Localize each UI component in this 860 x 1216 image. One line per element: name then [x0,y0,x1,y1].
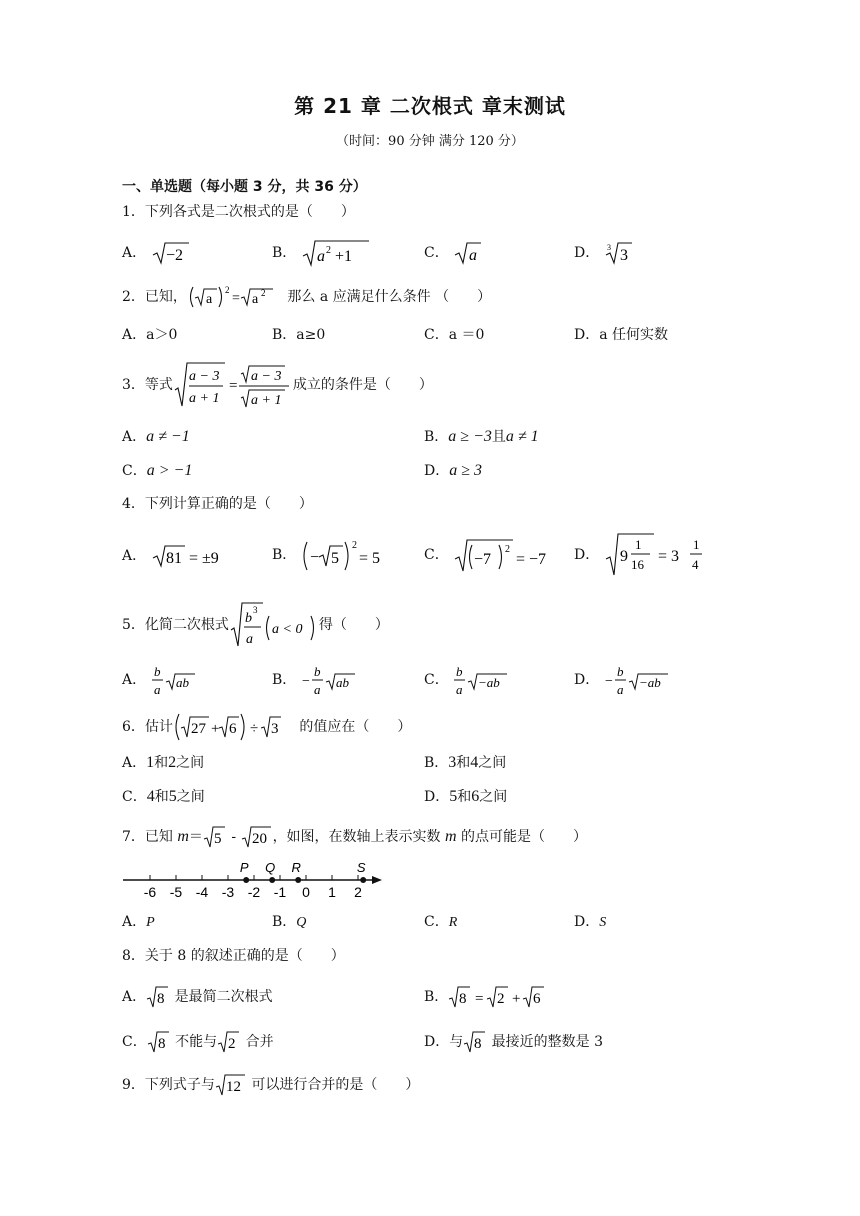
option-label: B． [424,989,449,1005]
svg-text:3: 3 [606,243,611,252]
svg-text:a + 1: a + 1 [250,393,282,408]
sqrt-8 [147,1029,171,1055]
option-label: A． [122,914,147,930]
number-line-tick-label: -6 [143,884,157,900]
q6-b-end: 之间 [478,755,507,771]
number-line-point-Q [269,877,275,883]
q1-option-b[interactable] [272,238,371,268]
q3-option-d[interactable] [424,461,482,481]
svg-text:1: 1 [634,537,642,552]
exam-info: （时间：90 分钟 满分 120 分） [336,134,524,149]
option-label: D． [574,547,600,563]
svg-text:−: − [309,549,319,566]
svg-text:a: a [205,292,213,307]
svg-text:6: 6 [533,991,541,1007]
q6-formula [173,712,295,742]
q3-prefix: 3．等式 [122,377,173,393]
svg-text:a + 1: a + 1 [188,391,220,406]
q2-option-d[interactable]: D．a 任何实数 [574,327,669,343]
svg-text:= ±9: = ±9 [188,550,219,567]
sqrt-5 [203,824,227,850]
q4-option-b[interactable] [272,538,389,572]
q6-c-n1: 4 [146,788,155,805]
q6-option-a[interactable] [122,753,204,773]
q5-option-d[interactable] [574,662,684,698]
svg-text:ab: ab [335,675,349,690]
q4-b-math [301,538,389,572]
option-label: C． [122,463,147,479]
option-label: A． [122,989,147,1005]
number-line-tick-label: -3 [221,884,235,900]
svg-text:+: + [512,991,521,1007]
q6-a-end: 之间 [176,755,205,771]
q1-option-a[interactable] [122,240,191,266]
q4-d-math [604,531,714,579]
svg-text:12: 12 [225,1079,241,1095]
svg-text:b: b [244,611,252,626]
q5-c-math [453,662,523,698]
sqrt-neg2 [151,240,191,266]
q2-option-c[interactable]: C．a ＝0 [424,327,485,343]
q5-option-c[interactable] [424,662,523,698]
q8-option-a[interactable] [122,984,273,1010]
svg-text:a: a [316,248,325,265]
question-6-stem [122,712,411,742]
svg-text:−: − [301,674,310,689]
q8-b-math [448,984,552,1010]
q5-d-math [604,662,684,698]
sqrt-2 [217,1029,241,1055]
q6-b-t: 和 [456,755,471,771]
svg-text:−2: −2 [165,247,183,264]
q6-c-n2: 5 [168,788,177,805]
svg-text:2: 2 [497,991,505,1007]
svg-text:3: 3 [270,721,279,737]
q5-a-math [151,662,211,698]
number-line-point-label: R [291,860,301,875]
q3-option-b[interactable] [424,427,539,447]
option-label: A． [122,672,147,688]
svg-text:20: 20 [251,831,267,847]
section-heading: 一、单选题（每小题 3 分，共 36 分） [122,179,367,195]
q1-option-d[interactable] [574,240,634,266]
q2-suffix: 那么 a 应满足什么条件 （ ） [282,289,492,305]
option-label: D．与 [424,1034,464,1050]
svg-text:a − 3: a − 3 [188,369,220,384]
svg-text:a < 0: a < 0 [271,622,303,637]
svg-text:2: 2 [228,1036,236,1052]
q7-option-c[interactable] [424,912,457,933]
svg-text:3: 3 [619,247,628,264]
q7-b-value: Q [296,915,307,930]
svg-text:9: 9 [619,548,628,565]
number-line-tick-label: -5 [169,884,183,900]
number-line-point-R [295,877,301,883]
q3-option-c[interactable] [122,461,192,481]
number-line-tick-label: -4 [195,884,209,900]
svg-text:8: 8 [474,1036,482,1052]
svg-text:+: + [210,721,220,737]
q6-d-end: 之间 [479,789,508,805]
q6-prefix: 6．估计 [122,719,173,735]
option-label: C． [424,672,449,688]
svg-text:2: 2 [224,285,230,295]
sqrt-8 [146,984,170,1010]
svg-text:= −7: = −7 [516,551,547,568]
q7-option-b[interactable] [272,912,306,933]
q7-a-value: P [146,915,155,930]
page-title: 第 21 章 二次根式 章末测试 [294,94,566,118]
svg-text:a: a [313,682,321,697]
q5-prefix: 5．化简二次根式 [122,617,229,633]
svg-text:3: 3 [252,605,258,615]
q6-d-t: 和 [457,789,472,805]
svg-text:8: 8 [157,991,165,1007]
svg-text:5: 5 [330,550,339,567]
svg-text:ab: ab [175,675,189,690]
question-7-stem [122,824,587,850]
svg-text:2: 2 [351,540,357,551]
sqrt-a [453,240,483,266]
q6-a-n1: 1 [146,754,155,771]
q4-option-d[interactable] [574,531,714,579]
svg-text:= 3: = 3 [657,548,679,565]
q3-b-math2: a ≠ 1 [505,428,539,445]
option-label: A． [122,429,147,445]
q8-d-text: 最接近的整数是 3 [487,1034,604,1050]
q7-suffix: ，如图，在数轴上表示实数 [272,829,446,845]
option-label: D． [574,245,600,261]
svg-text:=: = [475,991,484,1007]
q6-a-n2: 2 [168,754,177,771]
question-8-stem: 8．关于 8 的叙述正确的是（ ） [122,948,345,964]
svg-text:b: b [153,664,161,679]
q8-c-text2: 合并 [241,1034,274,1050]
svg-text:4: 4 [691,557,699,572]
svg-text:a − 3: a − 3 [250,369,282,384]
question-2-stem [122,283,491,311]
svg-text:−ab: −ab [638,675,661,690]
number-line-arrow [372,876,382,884]
q7-minus: - [226,829,241,845]
q9-suffix: 可以进行合并的是（ ） [246,1077,420,1093]
q6-d-n2: 6 [471,788,480,805]
q7-m2: m [445,828,457,845]
sqrt-20 [241,824,273,850]
q7-option-d[interactable] [574,912,606,933]
q2-formula [187,283,283,311]
q3-option-a[interactable] [122,427,190,447]
q6-option-b[interactable] [424,753,506,773]
svg-text:b: b [456,664,463,679]
q3-b-math1: a ≥ −3 [448,428,492,445]
svg-text:−7: −7 [474,551,492,568]
q5-option-a[interactable] [122,662,211,698]
option-label: B． [424,429,449,445]
option-label: C． [424,547,449,563]
svg-text:÷: ÷ [249,721,259,737]
svg-text:2: 2 [505,544,511,555]
number-line-tick-label: -2 [247,884,261,900]
svg-text:16: 16 [630,557,644,572]
option-label: D． [574,914,600,930]
option-label: C． [122,789,147,805]
svg-text:6: 6 [228,721,237,737]
number-line [120,856,390,902]
svg-text:a: a [456,682,463,697]
svg-text:5: 5 [213,831,222,847]
q3-a-math: a ≠ −1 [146,428,190,445]
svg-text:2: 2 [260,288,266,298]
svg-text:b: b [616,664,624,679]
option-label: B． [272,245,297,261]
svg-text:a: a [469,247,478,264]
option-label: C． [122,1034,147,1050]
q2-prefix: 2．已知， [122,289,187,305]
q7-option-a[interactable] [122,912,155,933]
number-line-point-S [360,877,366,883]
q6-a-t: 和 [154,755,169,771]
q1-option-c[interactable] [424,240,483,266]
q7-d-value: S [599,915,607,930]
question-3-stem [122,360,433,410]
svg-text:2: 2 [325,245,331,256]
svg-text:=: = [228,378,238,394]
cube-root-3 [604,240,634,266]
svg-text:= 5: = 5 [358,550,380,567]
svg-text:b: b [313,664,321,679]
svg-text:=: = [231,291,240,306]
option-label: B． [272,914,297,930]
option-label: A． [122,755,147,771]
number-line-point-label: Q [265,860,276,875]
svg-text:a: a [153,682,161,697]
question-1-stem: 1．下列各式是二次根式的是（ ） [122,204,355,220]
q4-option-c[interactable] [424,537,553,573]
q8-a-text: 是最简二次根式 [170,989,273,1005]
option-label: D． [424,463,450,479]
option-label: B． [272,672,297,688]
option-label: C． [424,245,449,261]
question-5-stem [122,600,389,650]
q2-option-b[interactable]: B．a≥0 [272,327,326,343]
q3-d-math: a ≥ 3 [449,462,483,479]
svg-text:a: a [251,292,259,307]
svg-text:27: 27 [190,721,206,737]
svg-text:8: 8 [459,991,467,1007]
question-9-stem [122,1072,419,1098]
option-label: A． [122,245,147,261]
q5-suffix: 得（ ） [318,617,389,633]
q6-c-end: 之间 [176,789,205,805]
svg-text:a: a [616,682,624,697]
q2-option-a[interactable]: A．a＞0 [122,327,178,343]
q6-option-d[interactable] [424,787,507,807]
q5-formula [229,600,319,650]
number-line-tick-label: 1 [328,884,336,900]
q8-option-d[interactable] [424,1029,603,1055]
number-line-point-label: P [239,860,249,875]
svg-text:81: 81 [165,550,182,567]
svg-text:1: 1 [692,537,700,552]
q6-suffix: 的值应在（ ） [294,719,412,735]
number-line-point-label: S [356,860,366,875]
q3-suffix: 成立的条件是（ ） [292,377,433,393]
q9-prefix: 9．下列式子与 [122,1077,215,1093]
q6-b-n2: 4 [470,754,479,771]
q7-c-value: R [448,915,458,930]
option-label: D． [574,672,600,688]
q7-eq: ＝ [188,829,203,845]
q5-b-math [301,662,371,698]
svg-text:−ab: −ab [478,675,500,690]
q8-c-text1: 不能与 [170,1034,218,1050]
option-label: B． [272,547,297,563]
q4-c-math [453,537,553,573]
sqrt-8 [463,1029,487,1055]
q6-b-n1: 3 [448,754,457,771]
q7-m: m [177,828,189,845]
q6-option-c[interactable] [122,787,205,807]
q3-b-mid: 且 [491,429,506,445]
number-line-tick-label: 2 [354,884,362,900]
q5-option-b[interactable] [272,662,371,698]
q3-equation [173,360,293,410]
q8-option-b[interactable] [424,984,552,1010]
q7-prefix: 7．已知 [122,829,178,845]
option-label: D． [424,789,450,805]
svg-text:−: − [604,674,613,689]
q6-d-n1: 5 [449,788,458,805]
svg-text:8: 8 [157,1036,166,1052]
sqrt-a2-plus1 [301,238,371,268]
sqrt-12 [215,1072,247,1098]
q7-suffix2: 的点可能是（ ） [456,829,588,845]
q8-option-c[interactable] [122,1029,274,1055]
option-label: B． [424,755,449,771]
number-line-tick-label: 0 [302,884,310,900]
number-line-tick-label: -1 [273,884,287,900]
question-4-stem: 4．下列计算正确的是（ ） [122,496,313,512]
option-label: C． [424,914,449,930]
q4-a-math [151,543,233,569]
q6-c-t: 和 [154,789,169,805]
q3-c-math: a > −1 [146,462,193,479]
q4-option-a[interactable] [122,543,233,569]
option-label: A． [122,548,147,564]
svg-text:a: a [245,632,253,647]
number-line-point-P [243,877,249,883]
svg-text:+1: +1 [334,248,352,265]
